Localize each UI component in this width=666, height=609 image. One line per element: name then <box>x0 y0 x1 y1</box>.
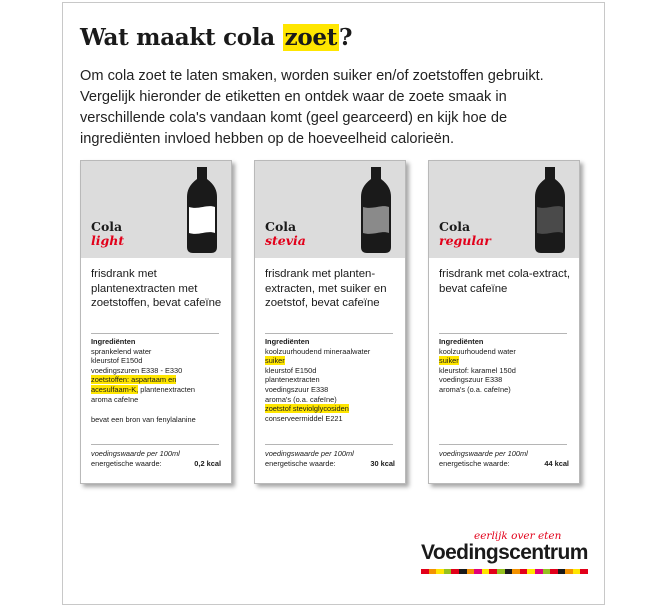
energy-value: 0,2 kcal <box>194 459 221 468</box>
nutrition-info: voedingswaarde per 100ml energetische waarde: 0,2 kcal <box>91 449 221 468</box>
sweetener-highlight: suiker <box>439 356 459 366</box>
product-card-stevia <box>254 160 406 484</box>
product-variant: regular <box>439 233 491 248</box>
product-description: frisdrank met plantenextracten met zoetstoffen, bevat cafeïne <box>91 268 222 309</box>
cola-bottle-light-icon <box>185 167 219 253</box>
product-name: Cola <box>439 219 471 234</box>
card-header <box>81 161 231 258</box>
product-name: Cola <box>91 219 123 234</box>
sweetener-highlight: zoetstoffen: aspartaam en <box>91 375 177 385</box>
product-variant: light <box>91 233 125 248</box>
product-card-regular <box>428 160 580 484</box>
nutrition-info: voedingswaarde per 100ml energetische waarde: 30 kcal <box>265 449 395 468</box>
ingredients-list: Ingrediënten koolzuurhoudend mineraalwater suiker kleurstof E150d plantenextracten voedingszuur E338 aroma's (o.a. cafeïne) zoetstof steviolglycosiden conserveermiddel E221 <box>265 337 371 423</box>
product-card-light <box>80 160 232 484</box>
title-highlight: zoet <box>284 24 338 51</box>
sweetener-highlight: zoetstof steviolglycosiden <box>265 404 349 414</box>
divider <box>91 333 219 334</box>
product-name: Cola <box>265 219 297 234</box>
card-header <box>255 161 405 258</box>
ingredients-list: Ingrediënten sprankelend water kleurstof E150d voedingszuren E338 - E330 zoetstoffen: aspartaam en acesulfaam-K, plantenextracten aroma cafeïne bevat een bron van fenylalanine <box>91 337 229 425</box>
divider <box>91 444 219 445</box>
divider <box>265 444 393 445</box>
sweetener-highlight: suiker <box>265 356 285 366</box>
energy-value: 30 kcal <box>370 459 395 468</box>
intro-text: Om cola zoet te laten smaken, worden suiker en/of zoetstoffen gebruikt. Vergelijk hieronder de etiketten en ontdek waar de zoete smaak in verschillende cola's vandaan komt (geel gearceerd) en kijk hoe de ingrediënten invloed hebben op de hoeveelheid calorieën. <box>80 68 544 147</box>
sweetener-highlight: acesulfaam-K, <box>91 384 139 394</box>
product-variant: stevia <box>265 233 306 248</box>
cola-bottle-regular-icon <box>533 167 567 253</box>
card-header <box>429 161 579 258</box>
page-title: Wat maakt cola zoet? <box>80 24 353 51</box>
divider <box>439 444 567 445</box>
nutrition-info: voedingswaarde per 100ml energetische waarde: 44 kcal <box>439 449 569 468</box>
product-description: frisdrank met cola-extract, bevat cafeïne <box>439 268 571 295</box>
divider <box>265 333 393 334</box>
divider <box>439 333 567 334</box>
brand-color-stripes <box>421 569 588 574</box>
brand-logo[interactable]: Voedingscentrum <box>421 541 588 564</box>
energy-value: 44 kcal <box>544 459 569 468</box>
product-description: frisdrank met planten-extracten, met suiker en zoetstof, bevat cafeïne <box>265 268 387 309</box>
phenylalanine-note: bevat een bron van fenylalanine <box>91 415 196 425</box>
brand-tagline: eerlijk over eten <box>474 530 562 542</box>
ingredients-list: Ingrediënten koolzuurhoudend water suiker kleurstof: karamel 150d voedingszuur E338 aroma's (o.a. cafeïne) <box>439 337 516 394</box>
cola-bottle-stevia-icon <box>359 167 393 253</box>
